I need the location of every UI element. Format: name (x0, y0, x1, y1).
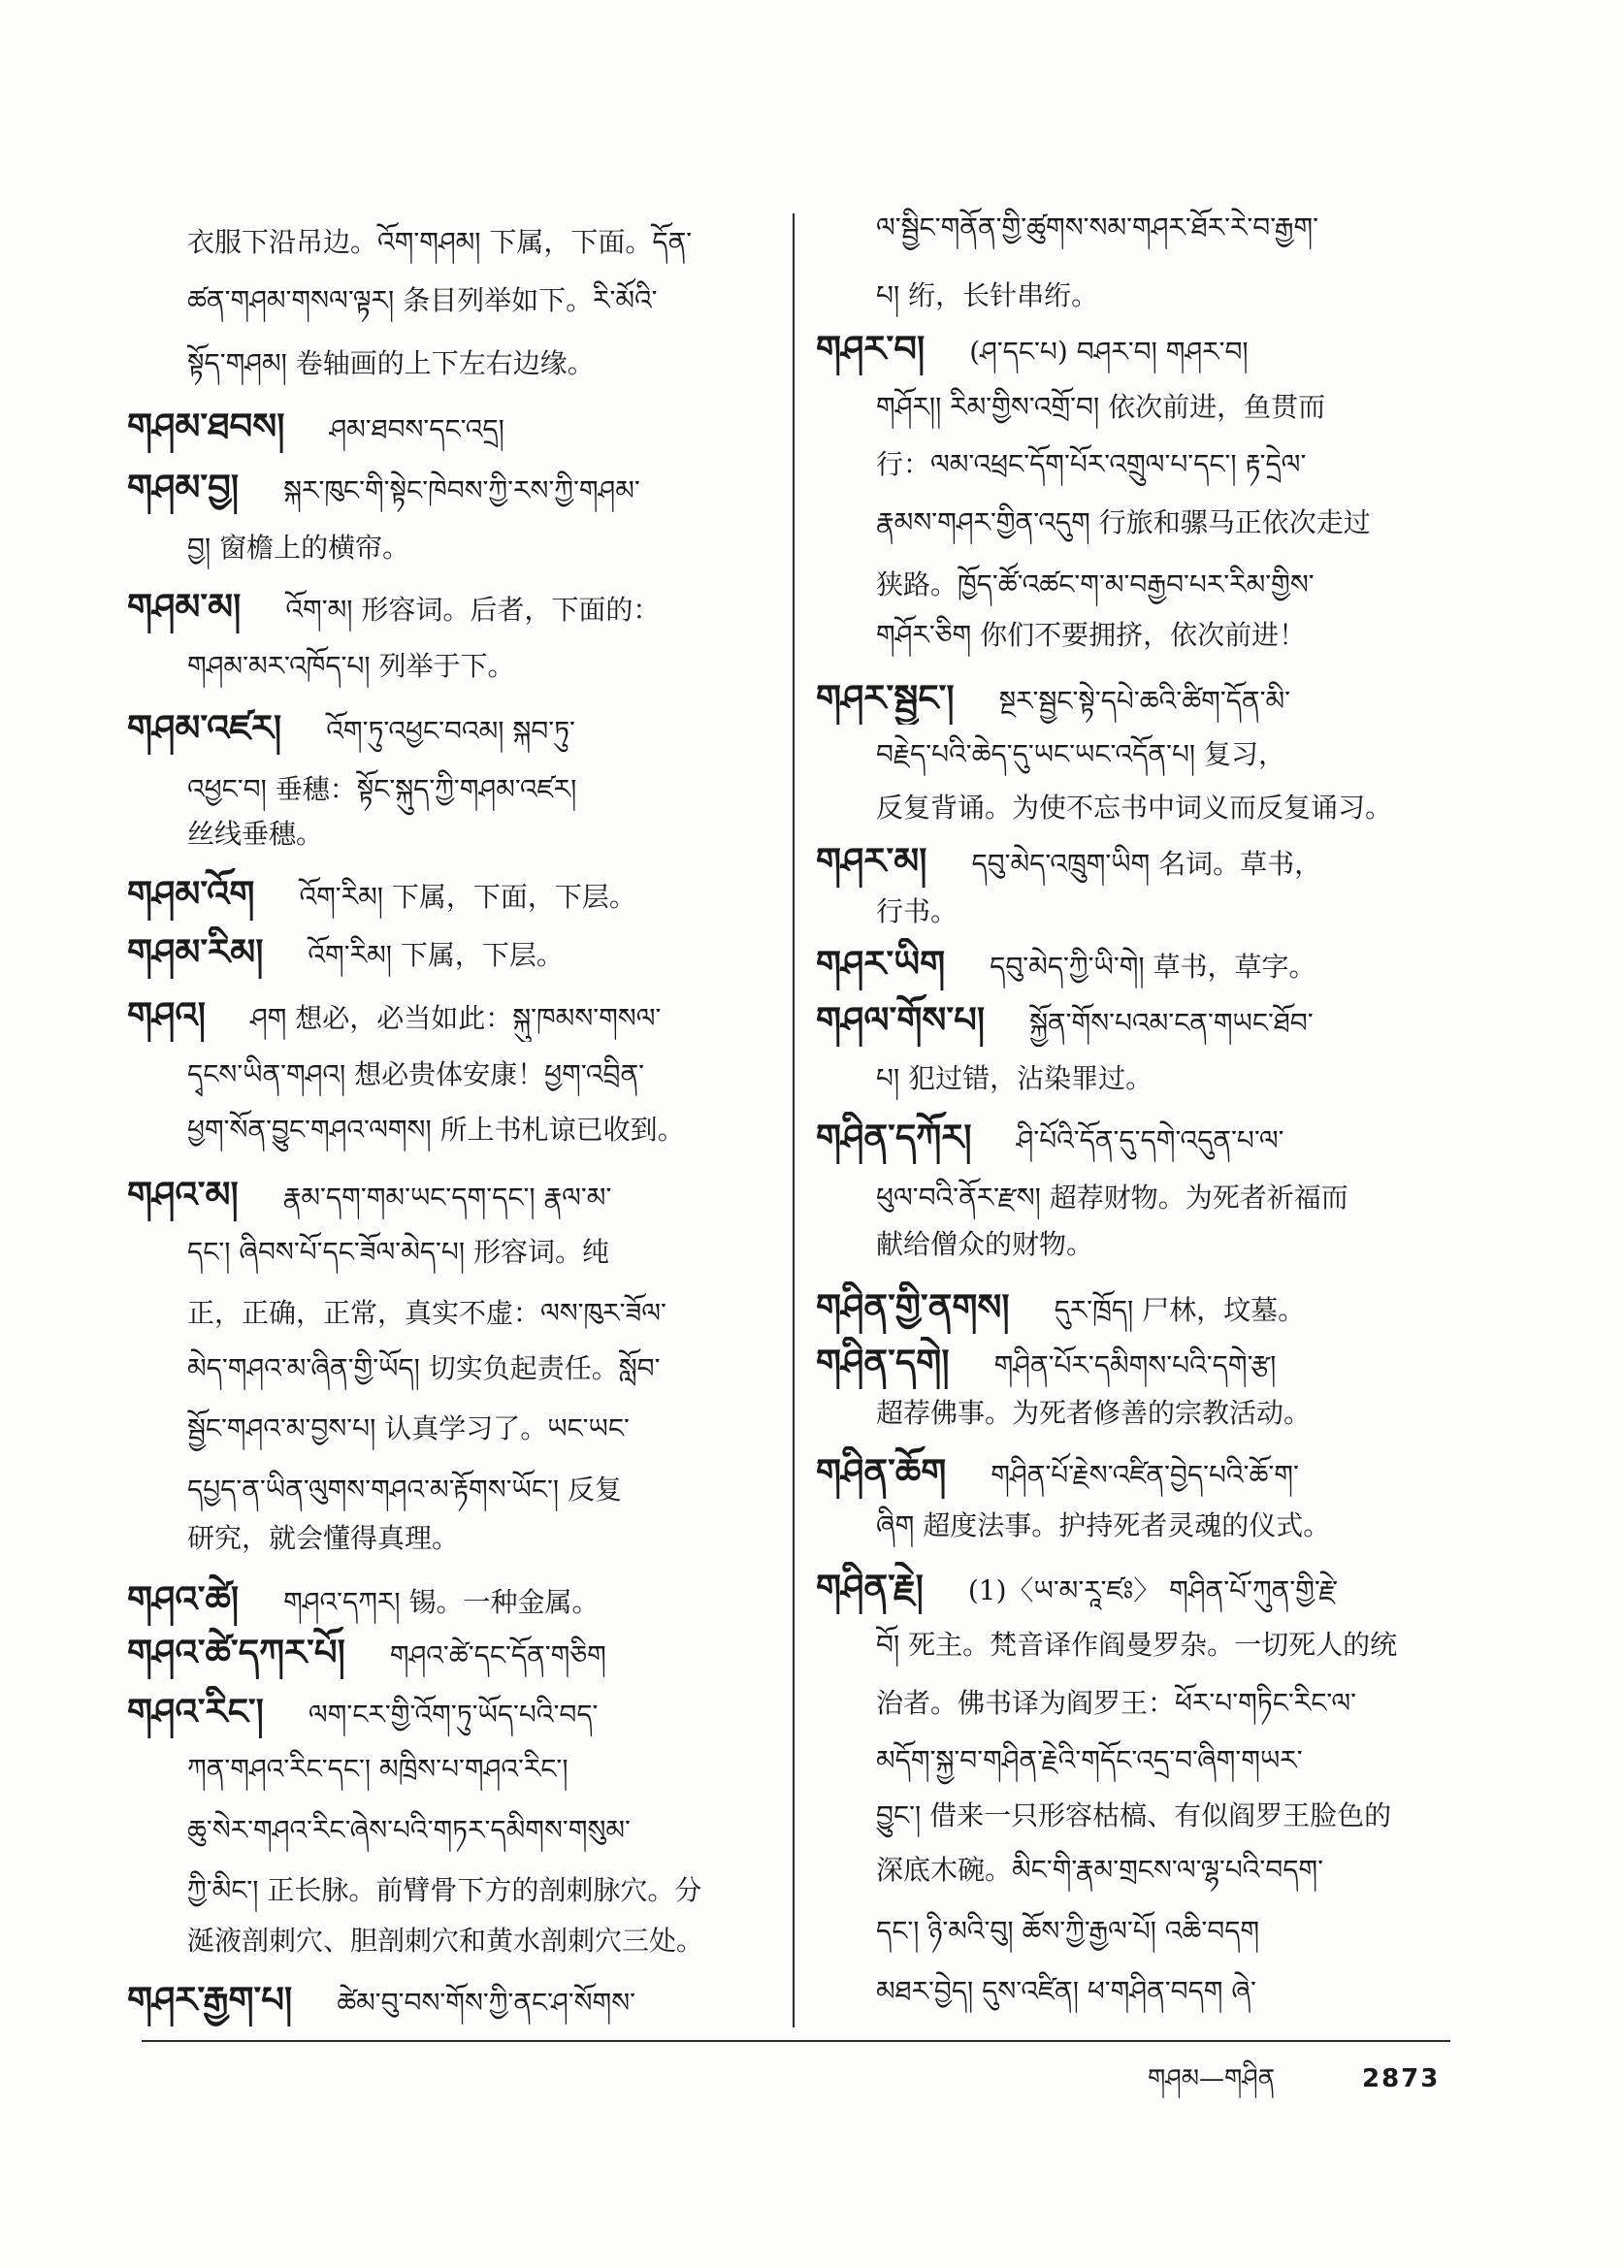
headword: གཤར་རྒྱག་པ། (127, 1979, 293, 2021)
headword: གཤིན་རྗེ། (816, 1567, 924, 1608)
entry-text-line: 涎液剖刺穴、胆剖刺穴和黄水剖刺穴三处。 (187, 1925, 704, 1957)
definition-text: ཤམ་ཐབས་དང་འདྲ། (329, 413, 504, 445)
headword: གཤིན་གྱི་ནགས། (816, 1286, 1010, 1328)
headword: གཤམ་རིམ། (127, 931, 264, 973)
definition-text: འོག་མ། 形容词。后者，下面的： (285, 594, 661, 626)
entry-text-line: 丝线垂穗。 (187, 818, 324, 850)
headword: གཤའ་རིང་། (127, 1691, 264, 1733)
definition-text: གཤའ་ཚེ་དང་དོན་གཅིག (389, 1639, 606, 1671)
entry-text-line: 行书。 (876, 895, 958, 927)
entry-text-line: 研究，就会懂得真理。 (187, 1522, 460, 1554)
entry-first-line (816, 672, 1448, 725)
entry-text-line: ཕུལ་བའི་ནོར་རྫས། 超荐财物。为死者祈福而 (876, 1182, 1348, 1214)
entry-text-line: ཞིག 超度法事。护持死者灵魂的仪式。 (876, 1509, 1331, 1541)
entry-first-line (816, 835, 1448, 888)
entry-text-line: གཤོར།། རིམ་གྱིས་འགྲོ་བ། 依次前进，鱼贯而 (876, 391, 1326, 423)
entry-first-line (816, 994, 1448, 1047)
headword: གཤམ་མ། (127, 586, 242, 628)
entry-text-line: མདོག་སྐྱ་བ་གཤིན་རྗེའི་གདོང་འདྲ་བ་ཞིག་གཡར་ (876, 1744, 1303, 1776)
definition-text: ཚེམ་བུ་བས་གོས་ཀྱི་ནང་ཤ་སོགས་ (337, 1987, 636, 2019)
entry-text-line: འཕྱང་བ། 垂穗：སྟོང་སྐུད་ཀྱི་གཤམ་འཛར། (187, 773, 577, 805)
headword: གཤམ་འོག (127, 873, 255, 915)
entry-text-line: ལ་སྦྱིང་གནོན་གྱི་ཚུགས་སམ་གཤར་ཐོར་རེ་བ་རྒྱག་ (876, 211, 1319, 243)
entry-text-line: དང་། ཉི་མའི་བུ། ཆོས་ཀྱི་རྒྱལ་པོ། འཆི་བདག (876, 1915, 1260, 1947)
headword: གཤིན་དཀོར། (816, 1117, 972, 1158)
entry-first-line (816, 1281, 1448, 1334)
definition-text: འོག་རིམ། 下属，下面，下层。 (299, 881, 636, 913)
definition-text: དབུ་མེད་ཀྱི་ཡི་གེ། 草书，草字。 (990, 951, 1316, 983)
entry-text-line: དྭངས་ཡིན་གཤའ། 想必贵体安康！ཕྱག་འབྲིན་ (187, 1058, 645, 1090)
entry-text-line: 超荐佛事。为死者修善的宗教活动。 (876, 1397, 1312, 1429)
headword: གཤའ་མ། (127, 1174, 239, 1215)
entry-text-line: པ། 绗，长针串绗。 (876, 279, 1099, 311)
entry-first-line (816, 323, 1448, 375)
definition-text: རྣམ་དག་གམ་ཡང་དག་དང་། རྣལ་མ་ (282, 1182, 612, 1214)
entry-text-line: ཀྱི་མིང་། 正长脉。前臂骨下方的剖刺脉穴。分 (187, 1874, 702, 1906)
definition-text: གཤིན་པོ་རྗེས་འཛིན་བྱེད་པའི་ཆོ་ག་ (991, 1459, 1299, 1491)
entry-text-line: བརྗེད་པའི་ཆེད་དུ་ཡང་ཡང་འདོན་པ། 复习， (876, 738, 1286, 770)
definition-text: ཤག 想必，必当如此：སྐུ་ཁམས་གསལ་ (249, 1002, 662, 1034)
footer-rule (142, 2040, 1450, 2042)
definition-text: (ཤ་དང་པ) བཤར་བ། གཤར་བ། (969, 336, 1249, 368)
headword: གཤིན་དགེ། (816, 1342, 950, 1383)
definition-text: དབུ་མེད་འཁྲུག་ཡིག 名词。草书， (971, 848, 1322, 880)
running-head-range: གཤམ—གཤིན (1148, 2064, 1276, 2093)
headword: གཤའ་ཚེ་དཀར་པོ། (127, 1632, 345, 1673)
entry-text-line: 行：ལམ་འཕྲང་དོག་པོར་འགྲུལ་པ་དང་། རྟ་དྲེལ་ (876, 448, 1307, 480)
headword: གཤའ་ཚེ། (127, 1578, 240, 1620)
headword: གཤར་བ། (816, 328, 926, 370)
entry-text-line: 深底木碗。མིང་གི་རྣམ་གྲངས་ལ་ལྷ་པའི་བདག་ (876, 1854, 1324, 1886)
headword: གཤམ་བྱ། (127, 467, 240, 508)
entry-text-line: གཤོར་ཅིག 你们不要拥挤，依次前进！ (876, 619, 1307, 651)
entry-text-line: སྦྱོང་གཤའ་མ་བྱས་པ། 认真学习了。ཡང་ཡང་ (187, 1412, 630, 1444)
headword: གཤར་སྦྱང་། (816, 677, 955, 719)
entry-text-line: 狭路。ཁྱོད་ཚོ་འཚང་ག་མ་བརྒྱབ་པར་རིམ་གྱིས་ (876, 568, 1315, 600)
definition-text: སྐྱོན་གོས་པའམ་ངན་གཡང་ཐོབ་ (1029, 1007, 1314, 1039)
entry-text-line: མཐར་བྱེད། དུས་འཛིན། ཕ་གཤིན་བདག ཞེ་ (876, 1975, 1256, 2007)
entry-text-line: 反复背诵。为使不忘书中词义而反复诵习。 (876, 792, 1393, 824)
definition-text: སྔར་སྦྱང་སྟེ་དཔེ་ཆའི་ཚིག་དོན་མི་ (998, 685, 1291, 717)
definition-text: སྐར་ཁུང་གི་སྟེང་ཁེབས་ཀྱི་རས་ཀྱི་གཤམ་ (283, 474, 640, 506)
entry-text-line: མེད་གཤའ་མ་ཞིན་གྱི་ཡོད། 切实负起责任。སློབ་ (187, 1352, 661, 1384)
entry-text-line: ཀན་གཤའ་རིང་དང་། མཁྲིས་པ་གཤའ་རིང་། (187, 1753, 568, 1785)
entry-text-line: ཕྱག་སོན་བྱུང་གཤའ་ལགས། 所上书札谅已收到。 (187, 1114, 685, 1146)
entry-text-line: པ། 犯过错，沾染罪过。 (876, 1062, 1153, 1094)
entry-first-line (816, 1112, 1448, 1164)
entry-text-line: 献给僧众的财物。 (876, 1228, 1094, 1260)
headword: གཤའ། (127, 994, 206, 1036)
entry-text-line: དཔྱད་ན་ཡིན་ལུགས་གཤའ་མ་རྟོགས་ཡོང་། 反复 (187, 1474, 622, 1506)
entry-text-line: ཚན་གཤམ་གསལ་ལྟར། 条目列举如下。རི་མོའི་ (187, 284, 658, 316)
definition-text: དུར་ཁྲོད། 尸林，坟墓。 (1054, 1294, 1306, 1326)
entry-text-line: དང་། ཞིབས་པོ་དང་ཟོལ་མེད་པ། 形容词。纯 (187, 1236, 610, 1268)
definition-text: ཤི་པོའི་དོན་དུ་དགེ་འདུན་པ་ལ་ (1016, 1124, 1284, 1156)
entry-text-line: བྱུང་། 借来一只形容枯槁、有似阎罗王脸色的 (876, 1799, 1392, 1831)
definition-text: གཤའ་དཀར། 锡。一种金属。 (283, 1586, 600, 1618)
entry-text-line: 治者。佛书译为阎罗王：ཕོར་པ་གཏིང་རིང་ལ་ (876, 1687, 1357, 1719)
entry-first-line (816, 938, 1448, 990)
definition-text: གཤིན་པོར་དམིགས་པའི་དགེ་རྩ། (993, 1349, 1277, 1381)
entry-first-line (816, 1562, 1448, 1614)
entry-first-line (816, 1446, 1448, 1499)
headword: གཤམ་ཐབས། (127, 405, 285, 447)
headword: གཤར་མ། (816, 840, 927, 882)
headword: གཤིན་ཆོག (816, 1451, 947, 1493)
headword: གཤམ་འཛར། (127, 707, 282, 749)
entry-text-line: བྱ། 窗檐上的横帘。 (187, 532, 410, 564)
entry-text-line: གཤམ་མར་འཁོད་པ། 列举于下。 (187, 650, 515, 682)
entry-text-line: 正，正确，正常，真实不虚：ལས་ཁུར་ཟོལ་ (187, 1297, 666, 1329)
headword: གཤར་ཡིག (816, 943, 946, 985)
entry-text-line: བོ། 死主。梵音译作阎曼罗杂。一切死人的统 (876, 1629, 1398, 1661)
definition-text: འོག་ཏུ་འཕྱང་བའམ། སྐབ་ཏུ་ (326, 715, 575, 747)
entry-first-line (816, 1337, 1448, 1389)
entry-text-line: ཆུ་སེར་གཤའ་རིང་ཞེས་པའི་གཏར་དམིགས་གསུམ་ (187, 1814, 631, 1846)
definition-text: ལག་ངར་གྱི་འོག་ཏུ་ཡོད་པའི་བད་ (308, 1699, 599, 1731)
definition-text: (1)〈ཡ་མ་རཱ་ཛཿ〉 གཤིན་པོ་ཀུན་གྱི་རྗེ་ (967, 1574, 1339, 1606)
page-number: 2873 (1362, 2064, 1441, 2093)
headword: གཤལ་གོས་པ། (816, 999, 986, 1041)
entry-text-line: 衣服下沿吊边。འོག་གཤམ། 下属，下面。དོན་ (187, 226, 693, 258)
entry-text-line: རྣམས་གཤར་གྱིན་འདུག 行旅和骡马正依次走过 (876, 506, 1371, 538)
entry-text-line: སྟོད་གཤམ། 卷轴画的上下左右边缘。 (187, 347, 595, 379)
definition-text: འོག་རིམ། 下属，下层。 (308, 939, 564, 971)
